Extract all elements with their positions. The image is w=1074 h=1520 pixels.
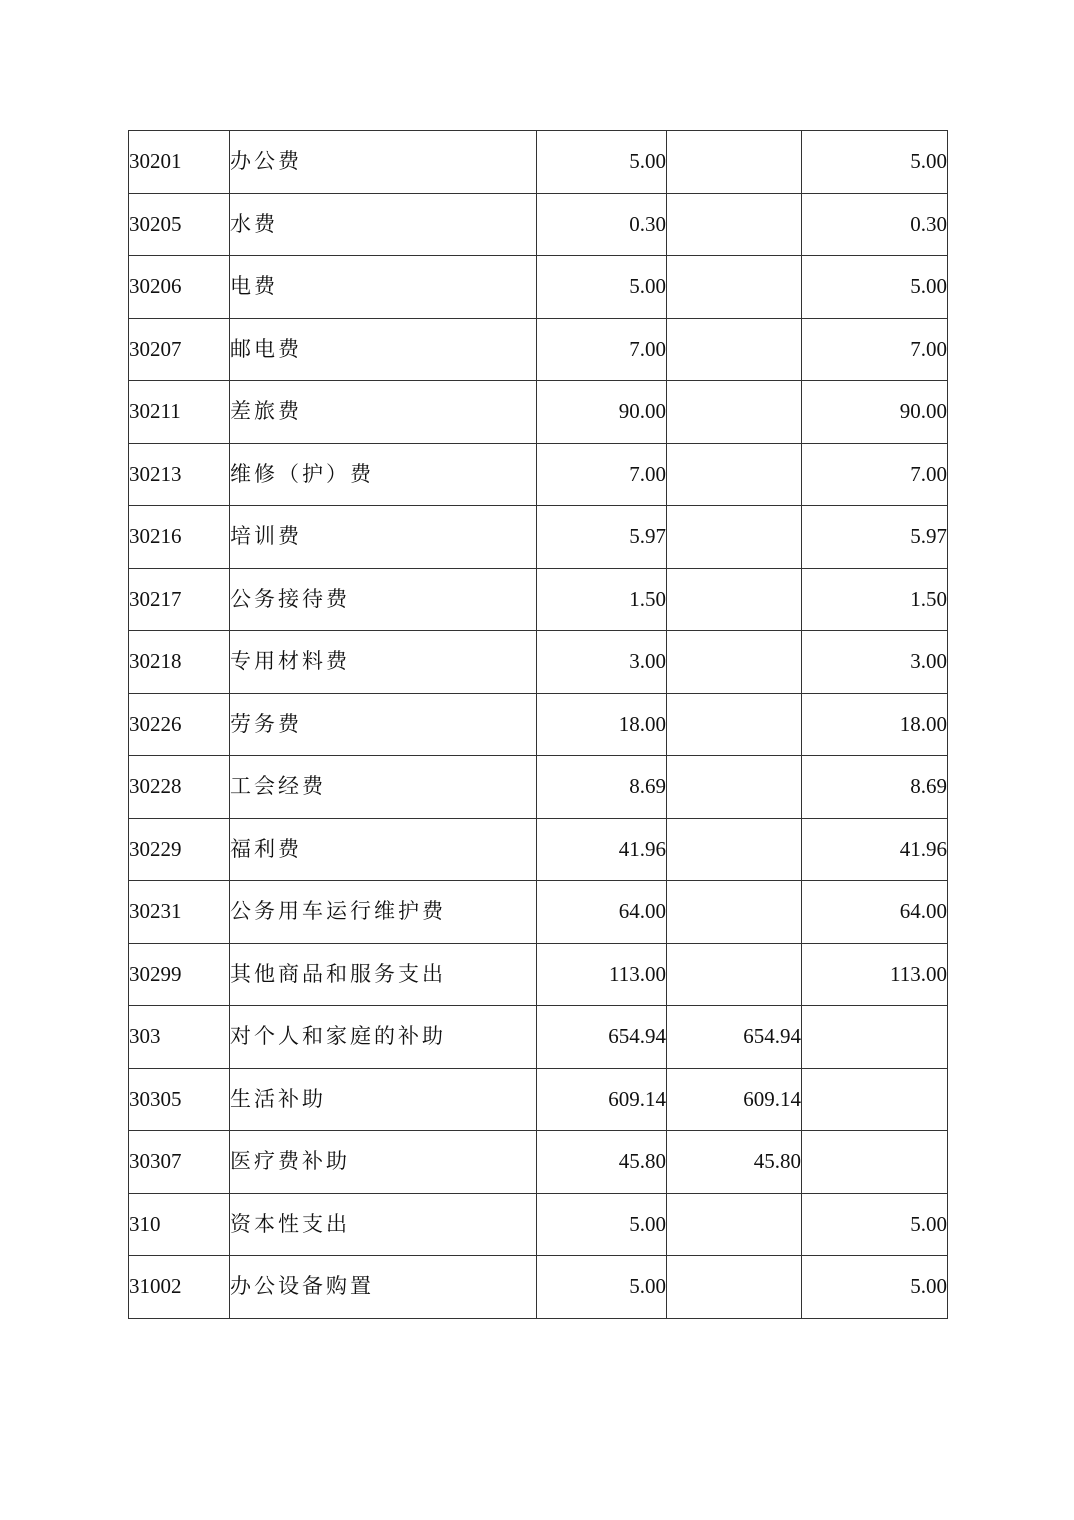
basic-expenditure-cell (667, 193, 802, 256)
table-row (129, 881, 948, 944)
basic-expenditure-cell (667, 568, 802, 631)
total-amount-cell: 3.00 (537, 631, 667, 694)
account-name-cell: 差旅费 (230, 381, 537, 444)
table-row (129, 318, 948, 381)
account-name-cell: 维修（护）费 (230, 443, 537, 506)
table-row (129, 818, 948, 881)
total-amount-cell: 18.00 (537, 693, 667, 756)
total-amount-cell: 45.80 (537, 1131, 667, 1194)
project-expenditure-cell: 18.00 (802, 693, 948, 756)
basic-expenditure-cell (667, 131, 802, 194)
project-expenditure-cell: 3.00 (802, 631, 948, 694)
total-amount-cell: 5.97 (537, 506, 667, 569)
account-code-cell: 30299 (129, 943, 230, 1006)
total-amount-cell: 64.00 (537, 881, 667, 944)
table-row (129, 131, 948, 194)
account-code-cell: 30231 (129, 881, 230, 944)
table-row (129, 568, 948, 631)
account-name-cell: 培训费 (230, 506, 537, 569)
table-row (129, 756, 948, 819)
account-name-cell: 医疗费补助 (230, 1131, 537, 1194)
account-code-cell: 30201 (129, 131, 230, 194)
total-amount-cell: 7.00 (537, 443, 667, 506)
basic-expenditure-cell (667, 1193, 802, 1256)
account-code-cell: 303 (129, 1006, 230, 1069)
project-expenditure-cell: 5.00 (802, 256, 948, 319)
table-row (129, 631, 948, 694)
account-code-cell: 31002 (129, 1256, 230, 1319)
account-name-cell: 福利费 (230, 818, 537, 881)
total-amount-cell: 5.00 (537, 256, 667, 319)
table-row (129, 1068, 948, 1131)
account-name-cell: 水费 (230, 193, 537, 256)
total-amount-cell: 654.94 (537, 1006, 667, 1069)
project-expenditure-cell: 64.00 (802, 881, 948, 944)
table-row (129, 193, 948, 256)
basic-expenditure-cell: 45.80 (667, 1131, 802, 1194)
project-expenditure-cell (802, 1131, 948, 1194)
account-code-cell: 30205 (129, 193, 230, 256)
total-amount-cell: 5.00 (537, 131, 667, 194)
project-expenditure-cell: 90.00 (802, 381, 948, 444)
table-row (129, 1131, 948, 1194)
basic-expenditure-cell (667, 756, 802, 819)
account-name-cell: 公务接待费 (230, 568, 537, 631)
project-expenditure-cell: 41.96 (802, 818, 948, 881)
project-expenditure-cell: 8.69 (802, 756, 948, 819)
basic-expenditure-cell (667, 631, 802, 694)
table-row (129, 381, 948, 444)
account-code-cell: 30211 (129, 381, 230, 444)
basic-expenditure-cell: 609.14 (667, 1068, 802, 1131)
account-name-cell: 专用材料费 (230, 631, 537, 694)
total-amount-cell: 5.00 (537, 1256, 667, 1319)
table-row (129, 506, 948, 569)
total-amount-cell: 113.00 (537, 943, 667, 1006)
account-code-cell: 310 (129, 1193, 230, 1256)
account-code-cell: 30207 (129, 318, 230, 381)
account-code-cell: 30305 (129, 1068, 230, 1131)
total-amount-cell: 90.00 (537, 381, 667, 444)
basic-expenditure-cell (667, 1256, 802, 1319)
project-expenditure-cell: 1.50 (802, 568, 948, 631)
basic-expenditure-cell (667, 318, 802, 381)
table-row (129, 1006, 948, 1069)
account-name-cell: 对个人和家庭的补助 (230, 1006, 537, 1069)
basic-expenditure-cell (667, 818, 802, 881)
basic-expenditure-cell: 654.94 (667, 1006, 802, 1069)
project-expenditure-cell: 5.00 (802, 131, 948, 194)
basic-expenditure-cell (667, 256, 802, 319)
basic-expenditure-cell (667, 881, 802, 944)
basic-expenditure-cell (667, 443, 802, 506)
total-amount-cell: 7.00 (537, 318, 667, 381)
account-code-cell: 30216 (129, 506, 230, 569)
account-name-cell: 电费 (230, 256, 537, 319)
total-amount-cell: 5.00 (537, 1193, 667, 1256)
project-expenditure-cell: 7.00 (802, 443, 948, 506)
total-amount-cell: 41.96 (537, 818, 667, 881)
project-expenditure-cell: 7.00 (802, 318, 948, 381)
account-code-cell: 30217 (129, 568, 230, 631)
account-name-cell: 生活补助 (230, 1068, 537, 1131)
basic-expenditure-cell (667, 506, 802, 569)
account-name-cell: 资本性支出 (230, 1193, 537, 1256)
account-name-cell: 邮电费 (230, 318, 537, 381)
total-amount-cell: 0.30 (537, 193, 667, 256)
project-expenditure-cell: 5.00 (802, 1256, 948, 1319)
total-amount-cell: 8.69 (537, 756, 667, 819)
project-expenditure-cell: 0.30 (802, 193, 948, 256)
project-expenditure-cell (802, 1006, 948, 1069)
account-code-cell: 30213 (129, 443, 230, 506)
account-name-cell: 办公设备购置 (230, 1256, 537, 1319)
account-code-cell: 30307 (129, 1131, 230, 1194)
table-row (129, 1193, 948, 1256)
table-row (129, 693, 948, 756)
table-row (129, 256, 948, 319)
table-row (129, 943, 948, 1006)
basic-expenditure-cell (667, 943, 802, 1006)
account-code-cell: 30229 (129, 818, 230, 881)
account-code-cell: 30206 (129, 256, 230, 319)
basic-expenditure-cell (667, 381, 802, 444)
total-amount-cell: 1.50 (537, 568, 667, 631)
table-row (129, 1256, 948, 1319)
account-name-cell: 工会经费 (230, 756, 537, 819)
total-amount-cell: 609.14 (537, 1068, 667, 1131)
account-name-cell: 公务用车运行维护费 (230, 881, 537, 944)
project-expenditure-cell (802, 1068, 948, 1131)
project-expenditure-cell: 113.00 (802, 943, 948, 1006)
account-code-cell: 30218 (129, 631, 230, 694)
basic-expenditure-cell (667, 693, 802, 756)
table-row (129, 443, 948, 506)
account-code-cell: 30228 (129, 756, 230, 819)
project-expenditure-cell: 5.00 (802, 1193, 948, 1256)
account-name-cell: 办公费 (230, 131, 537, 194)
account-name-cell: 其他商品和服务支出 (230, 943, 537, 1006)
project-expenditure-cell: 5.97 (802, 506, 948, 569)
account-code-cell: 30226 (129, 693, 230, 756)
budget-expenditure-table (128, 130, 948, 1319)
account-name-cell: 劳务费 (230, 693, 537, 756)
